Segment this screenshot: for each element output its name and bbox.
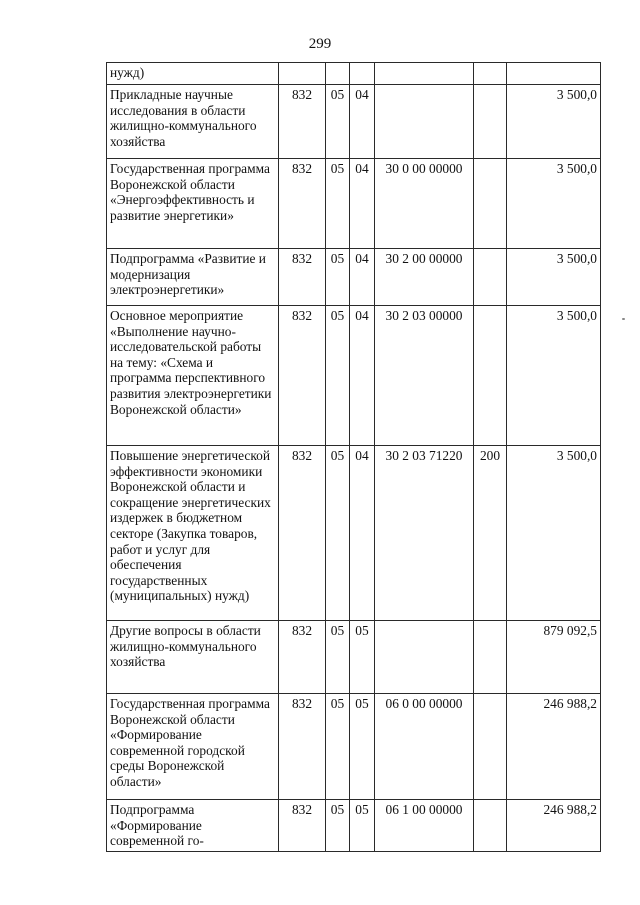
csr-cell: 06 0 00 00000 [375, 694, 474, 800]
pr-cell: 04 [350, 249, 375, 306]
table-row [107, 694, 601, 800]
row-name-cell: Подпрограмма «Формирование современной го- [107, 800, 279, 852]
vr-cell [474, 306, 507, 446]
row-name-cell: Прикладные научные исследования в области жилищно-коммунального хозяйства [107, 85, 279, 159]
csr-cell [375, 621, 474, 694]
ved-cell: 832 [279, 249, 326, 306]
row-name-cell: Основное мероприятие «Выполнение научно-исследовательской работы на тему: «Схема и программа перспективного развития электроэнергетики Воронежской области» [107, 306, 279, 446]
rz-cell: 05 [326, 159, 350, 249]
sum-cell: 3 500,0 [507, 249, 601, 306]
sum-cell: 3 500,0 [507, 85, 601, 159]
vr-cell [474, 800, 507, 852]
vr-cell [474, 63, 507, 85]
pr-cell: 05 [350, 694, 375, 800]
csr-cell: 30 2 03 00000 [375, 306, 474, 446]
sum-cell: 3 500,0 [507, 159, 601, 249]
table-row [107, 85, 601, 159]
ved-cell: 832 [279, 85, 326, 159]
pr-cell: 05 [350, 621, 375, 694]
pr-cell: 05 [350, 800, 375, 852]
pr-cell: 04 [350, 306, 375, 446]
sum-cell [507, 63, 601, 85]
ved-cell [279, 63, 326, 85]
vr-cell [474, 694, 507, 800]
rz-cell: 05 [326, 85, 350, 159]
sum-cell: 3 500,0 [507, 446, 601, 621]
budget-table [106, 62, 601, 852]
csr-cell: 30 2 00 00000 [375, 249, 474, 306]
pr-cell: 04 [350, 446, 375, 621]
rz-cell: 05 [326, 249, 350, 306]
ved-cell: 832 [279, 446, 326, 621]
row-name-cell: Государственная программа Воронежской области «Формирование современной городской среды Воронежской области» [107, 694, 279, 800]
vr-cell: 200 [474, 446, 507, 621]
rz-cell: 05 [326, 621, 350, 694]
vr-cell [474, 249, 507, 306]
row-name-cell: Повышение энергетической эффективности экономики Воронежской области и сокращение энергетических издержек в бюджетном секторе (Закупка товаров, работ и услуг для обеспечения государственных (муниципальных) нужд) [107, 446, 279, 621]
page-number: 299 [308, 36, 332, 52]
rz-cell [326, 63, 350, 85]
rz-cell: 05 [326, 306, 350, 446]
rz-cell: 05 [326, 694, 350, 800]
vr-cell [474, 85, 507, 159]
table-row [107, 249, 601, 306]
ved-cell: 832 [279, 694, 326, 800]
table-row [107, 800, 601, 852]
csr-cell: 30 0 00 00000 [375, 159, 474, 249]
table-row [107, 306, 601, 446]
csr-cell: 06 1 00 00000 [375, 800, 474, 852]
ved-cell: 832 [279, 159, 326, 249]
table-row [107, 621, 601, 694]
pr-cell [350, 63, 375, 85]
vr-cell [474, 621, 507, 694]
csr-cell: 30 2 03 71220 [375, 446, 474, 621]
csr-cell [375, 85, 474, 159]
table-row [107, 159, 601, 249]
vr-cell [474, 159, 507, 249]
sum-cell: 246 988,2 [507, 694, 601, 800]
row-name-cell: нужд) [107, 63, 279, 85]
rz-cell: 05 [326, 800, 350, 852]
sum-cell: 879 092,5 [507, 621, 601, 694]
row-name-cell: Другие вопросы в области жилищно-коммунального хозяйства [107, 621, 279, 694]
row-name-cell: Подпрограмма «Развитие и модернизация электроэнергетики» [107, 249, 279, 306]
sum-cell: 246 988,2 [507, 800, 601, 852]
scan-speck [622, 318, 625, 320]
ved-cell: 832 [279, 800, 326, 852]
rz-cell: 05 [326, 446, 350, 621]
ved-cell: 832 [279, 621, 326, 694]
pr-cell: 04 [350, 85, 375, 159]
ved-cell: 832 [279, 306, 326, 446]
table-row [107, 446, 601, 621]
pr-cell: 04 [350, 159, 375, 249]
table-row [107, 63, 601, 85]
row-name-cell: Государственная программа Воронежской области «Энергоэффективность и развитие энергетики» [107, 159, 279, 249]
sum-cell: 3 500,0 [507, 306, 601, 446]
csr-cell [375, 63, 474, 85]
